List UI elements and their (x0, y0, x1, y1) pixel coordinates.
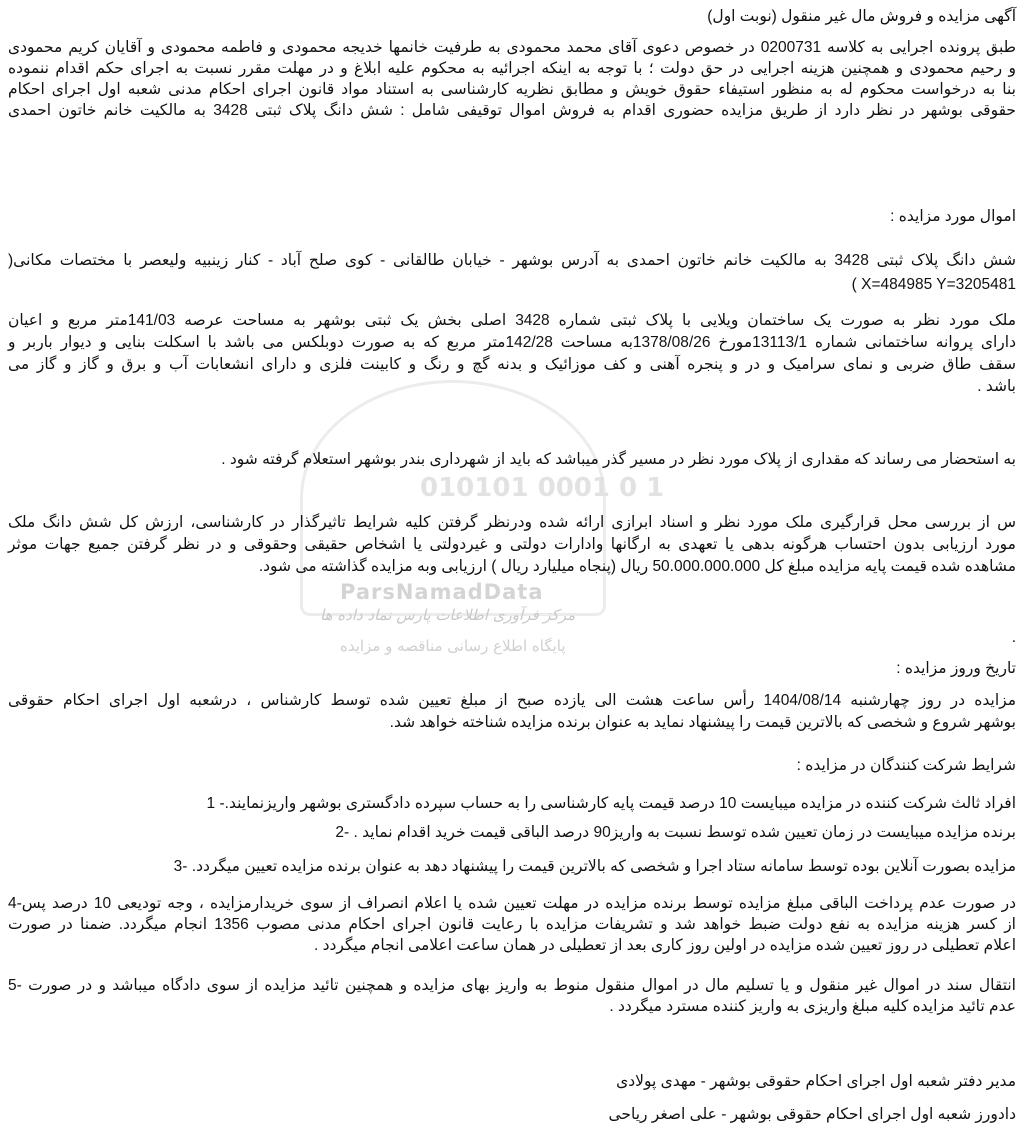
condition-line: مزایده بصورت آنلاین بوده توسط سامانه ستاد اجرا و شخصی که بالاترین قیمت را پیشنهاد دهد به عنوان برنده مزایده تعیین میگردد. -3 (173, 858, 1016, 875)
date-paragraph (8, 690, 1016, 734)
intro-line: و رحیم محمودی و همچنین هزینه اجرایی در حق دولت ؛ با توجه به اینکه اجرائیه به محکوم علیه ابلاغ و در مهلت مقرر نسبت به اجرای حکم اقدام ننموده (8, 60, 1016, 77)
address-line: X=484985 Y=3205481 ) (851, 276, 1016, 293)
intro-line: طبق پرونده اجرایی به کلاسه 0200731 در خصوص دعوی آقای محمد محمودی به طرفیت خانمها خدیجه محمودی و فاطمه محمودی و آقایان کریم محمودی (8, 39, 1016, 56)
condition-line: عدم تائید مزایده کلیه مبلغ واریزی به واریز کننده مسترد میگردد . (609, 998, 1016, 1015)
valuation-line: مورد ارزیابی بدون احتساب هرگونه بدهی یا تعهدی به ارگانها وادارات دولتی و غیردولتی یا اشخاص حقیقی وحقوقی و در نظر گرفتن جمیع جهات موثر (8, 536, 1016, 553)
date-line: بوشهر شروع و شخصی که بالاترین قیمت را پیشنهاد نماید به عنوان برنده مزایده شناخته خواهد شد. (389, 714, 1016, 731)
condition-line: اعلام تعطیلی در روز تعیین شده مزایده در اولین روز کاری بعد از تعطیلی در همان ساعت اعلامی انجام میگردد . (313, 937, 1016, 954)
property-address (8, 249, 1016, 297)
description-line: سقف طاق ضربی و نمای سرامیک و در و پنجره آهنی و کف موزائیک و بدنه گچ و رنگ و کابینت فلزی و دارای انشعابات آب و برق و گاز و گاز می (8, 356, 1016, 373)
description-line: باشد . (977, 378, 1016, 395)
watermark-brand: ParsNamadData (340, 580, 544, 604)
notice-text: به استحضار می رساند که مقداری از پلاک مورد نظر در مسیر گذر میباشد که باید از شهرداری بندر بوشهر استعلام گرفته شود . (221, 451, 1016, 468)
intro-line: حقوقی بوشهر در نظر دارد از طریق مزایده حضوری اقدام به فروش اموال توقیفی شامل : شش دانگ پلاک ثبتی 3428 به مالکیت خانم خاتون احمدی (8, 102, 1016, 119)
conditions-heading (797, 755, 1016, 776)
condition-5 (8, 975, 1016, 1017)
description-line: ملک مورد نظر به صورت یک ساختمان ویلایی با پلاک ثبتی شماره 3428 اصلی بخش یک ثبتی بوشهر به مساحت عرصه 141/03متر مربع و اعیان (8, 312, 1017, 329)
condition-line: در صورت عدم پرداخت الباقی مبلغ مزایده توسط برنده مزایده در مهلت تعیین شده یا اعلام انصراف از سوی خریدارمزایده ، وجه تودیعی 10 درصد پس-4 (8, 895, 1017, 912)
intro-paragraph (8, 37, 1016, 121)
property-heading-text: اموال مورد مزایده : (890, 208, 1016, 225)
notice-title (707, 6, 1016, 27)
condition-2 (8, 822, 1016, 843)
intro-line: بنا به درخواست محکوم له به منظور استیفاء حقوق خویش و مطابق نظریه کارشناسی به استناد مواد قانون اجرای احکام مدنی شعبه اول اجرای احکام (8, 81, 1016, 98)
condition-line: افراد ثالث شرکت کننده در مزایده میبایست 10 درصد قیمت پایه کارشناسی را به حساب سپرده دادگستری بوشهر واریزنمایند.- 1 (206, 795, 1016, 812)
condition-line: از کسر هزینه مزایده به نفع دولت ضبط خواهد شد و تشریفات مزایده با رعایت قانون اجرای احکام مدنی مصوب 1356 انجام میگردد. ضمنا در صورت (8, 916, 1016, 933)
conditions-heading-text: شرایط شرکت کنندگان در مزایده : (796, 757, 1016, 774)
signature-bailiff: دادورز شعبه اول اجرای احکام حقوقی بوشهر - علی اصغر ریاحی (608, 1106, 1016, 1123)
watermark-line-2: پایگاه اطلاع رسانی مناقصه و مزایده (340, 637, 566, 655)
stray-dot-text: . (1011, 629, 1016, 646)
condition-line: برنده مزایده میبایست در زمان تعیین شده توسط نسبت به واریز90 درصد الباقی قیمت خرید اقدام نماید . -2 (335, 824, 1016, 841)
condition-1 (8, 793, 1016, 814)
property-description (8, 310, 1016, 398)
date-line: مزایده در روز چهارشنبه 1404/08/14 رأس ساعت هشت الی یازده صبح از مبلغ تعیین شده توسط کارشناس ، درشعبه اول اجرای احکام حقوقی (8, 692, 1016, 709)
address-line: شش دانگ پلاک ثبتی 3428 به مالکیت خانم خاتون احمدی به آدرس بوشهر - خیابان طالقانی - کوی صلح آباد - کنار زینبیه ولیعصر با مختصات مکانی( (8, 252, 1016, 269)
municipality-notice (221, 449, 1016, 470)
valuation-line: مشاهده شده قیمت پایه مزایده مبلغ کل 50.000.000.000 ریال (پنجاه میلیارد ریال ) ارزیابی وبه مزایده گذاشته می شود. (258, 558, 1016, 575)
date-heading (896, 658, 1016, 679)
watermark-emblem (300, 380, 606, 616)
date-heading-text: تاریخ وروز مزایده : (896, 660, 1016, 677)
valuation-paragraph (8, 512, 1016, 578)
description-line: دارای پروانه ساختمانی شماره 13113/1مورخ 1378/08/26به مساحت 142/28متر مربع که به صورت دوبلکس می باشد با اسکلت بنایی و دیوار باربر و (8, 334, 1016, 351)
condition-4 (8, 893, 1016, 956)
condition-line: انتقال سند در اموال غیر منقول و یا تسلیم مال در اموال منقول منوط به واریز بهای مزایده و همچنین تائید مزایده از سوی دادگاه میباشد و در صورت -5 (8, 977, 1016, 994)
property-heading (890, 206, 1016, 227)
condition-3 (8, 856, 1016, 877)
valuation-line: س از بررسی محل قرارگیری ملک مورد نظر و اسناد ابرازی ارائه شده ودرنظر گرفتن کلیه شرایط تاثیرگذار در کارشناسی، ارزش کل شش دانگ ملک (8, 514, 1016, 531)
watermark-digits: 010101 0001 0 1 (420, 473, 665, 503)
watermark-line-1: مرکز فرآوری اطلاعات پارس نماد داده ها (320, 606, 576, 624)
signatures (608, 1065, 1016, 1131)
stray-dot (1012, 627, 1016, 648)
signature-office-manager: مدیر دفتر شعبه اول اجرای احکام حقوقی بوشهر - مهدی پولادی (616, 1073, 1016, 1090)
title-text: آگهی مزایده و فروش مال غیر منقول (نوبت اول) (707, 8, 1016, 25)
